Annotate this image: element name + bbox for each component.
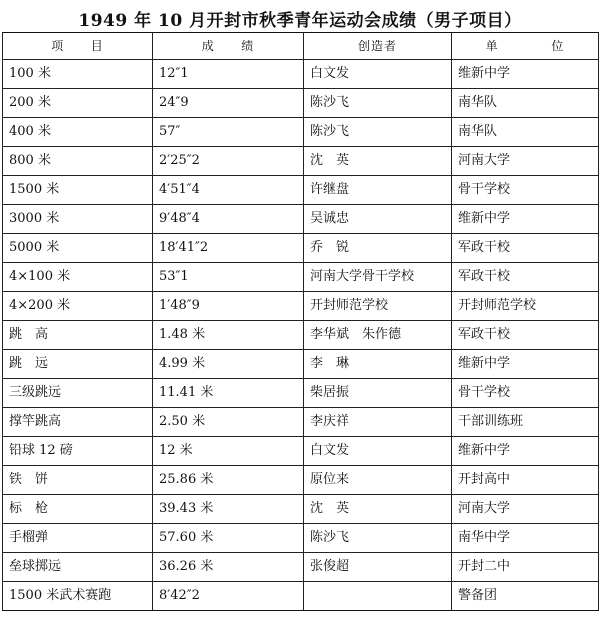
- cell-event: 4×100 米: [3, 263, 153, 292]
- table-row: [3, 118, 599, 147]
- cell-result: 36.26 米: [153, 553, 304, 582]
- table-row: [3, 582, 599, 611]
- cell-unit: 军政干校: [452, 321, 599, 350]
- cell-event: 垒球掷远: [3, 553, 153, 582]
- cell-result: 39.43 米: [153, 495, 304, 524]
- cell-event: 200 米: [3, 89, 153, 118]
- cell-creator: 李华斌 朱作德: [304, 321, 452, 350]
- cell-unit: 军政干校: [452, 234, 599, 263]
- table-row: [3, 147, 599, 176]
- cell-creator: 李庆祥: [304, 408, 452, 437]
- table-row: [3, 234, 599, 263]
- cell-unit: 开封师范学校: [452, 292, 599, 321]
- header-unit: 单 位: [452, 33, 599, 60]
- cell-creator: 开封师范学校: [304, 292, 452, 321]
- table-row: [3, 205, 599, 234]
- table-row: [3, 89, 599, 118]
- table-row: [3, 466, 599, 495]
- cell-result: 12″1: [153, 60, 304, 89]
- cell-creator: 柴居振: [304, 379, 452, 408]
- cell-event: 5000 米: [3, 234, 153, 263]
- cell-unit: 军政干校: [452, 263, 599, 292]
- cell-unit: 警备团: [452, 582, 599, 611]
- cell-result: 11.41 米: [153, 379, 304, 408]
- table-row: [3, 437, 599, 466]
- header-row: [3, 33, 599, 60]
- cell-result: 9′48″4: [153, 205, 304, 234]
- table-row: [3, 495, 599, 524]
- cell-result: 24″9: [153, 89, 304, 118]
- cell-result: 57″: [153, 118, 304, 147]
- header-creator: 创造者: [304, 33, 452, 60]
- cell-creator: 白文发: [304, 60, 452, 89]
- cell-creator: 陈沙飞: [304, 89, 452, 118]
- cell-event: 800 米: [3, 147, 153, 176]
- cell-creator: [304, 582, 452, 611]
- cell-unit: 维新中学: [452, 60, 599, 89]
- cell-unit: 骨干学校: [452, 379, 599, 408]
- cell-result: 2.50 米: [153, 408, 304, 437]
- cell-unit: 维新中学: [452, 205, 599, 234]
- cell-event: 400 米: [3, 118, 153, 147]
- cell-result: 1′48″9: [153, 292, 304, 321]
- cell-result: 53″1: [153, 263, 304, 292]
- cell-result: 25.86 米: [153, 466, 304, 495]
- cell-creator: 乔 锐: [304, 234, 452, 263]
- table-row: [3, 60, 599, 89]
- cell-unit: 河南大学: [452, 147, 599, 176]
- table-row: [3, 350, 599, 379]
- cell-creator: 陈沙飞: [304, 524, 452, 553]
- cell-unit: 南华队: [452, 89, 599, 118]
- header-result: 成 绩: [153, 33, 304, 60]
- document-title: 1949 年 10 月开封市秋季青年运动会成绩（男子项目）: [78, 11, 522, 31]
- cell-result: 18′41″2: [153, 234, 304, 263]
- cell-event: 铅球 12 磅: [3, 437, 153, 466]
- cell-creator: 原位来: [304, 466, 452, 495]
- cell-event: 跳 高: [3, 321, 153, 350]
- results-table: [2, 32, 599, 611]
- cell-event: 铁 饼: [3, 466, 153, 495]
- cell-event: 100 米: [3, 60, 153, 89]
- cell-result: 57.60 米: [153, 524, 304, 553]
- cell-result: 4′51″4: [153, 176, 304, 205]
- table-row: [3, 524, 599, 553]
- cell-event: 三级跳远: [3, 379, 153, 408]
- cell-event: 标 枪: [3, 495, 153, 524]
- cell-creator: 沈 英: [304, 147, 452, 176]
- cell-unit: 骨干学校: [452, 176, 599, 205]
- cell-event: 1500 米: [3, 176, 153, 205]
- cell-event: 3000 米: [3, 205, 153, 234]
- header-event: 项 目: [3, 33, 153, 60]
- table-row: [3, 408, 599, 437]
- table-row: [3, 379, 599, 408]
- cell-result: 4.99 米: [153, 350, 304, 379]
- cell-result: 2′25″2: [153, 147, 304, 176]
- cell-unit: 开封二中: [452, 553, 599, 582]
- cell-unit: 维新中学: [452, 350, 599, 379]
- table-row: [3, 176, 599, 205]
- cell-unit: 干部训练班: [452, 408, 599, 437]
- table-row: [3, 292, 599, 321]
- cell-creator: 吴诚忠: [304, 205, 452, 234]
- cell-unit: 南华中学: [452, 524, 599, 553]
- cell-creator: 张俊超: [304, 553, 452, 582]
- cell-event: 1500 米武术赛跑: [3, 582, 153, 611]
- cell-unit: 维新中学: [452, 437, 599, 466]
- cell-result: 8′42″2: [153, 582, 304, 611]
- table-row: [3, 263, 599, 292]
- cell-result: 1.48 米: [153, 321, 304, 350]
- cell-event: 手榴弹: [3, 524, 153, 553]
- cell-event: 跳 远: [3, 350, 153, 379]
- cell-creator: 许继盘: [304, 176, 452, 205]
- cell-event: 4×200 米: [3, 292, 153, 321]
- cell-creator: 河南大学骨干学校: [304, 263, 452, 292]
- cell-result: 12 米: [153, 437, 304, 466]
- cell-creator: 陈沙飞: [304, 118, 452, 147]
- cell-creator: 沈 英: [304, 495, 452, 524]
- table-row: [3, 553, 599, 582]
- table-row: [3, 321, 599, 350]
- cell-unit: 开封高中: [452, 466, 599, 495]
- cell-unit: 河南大学: [452, 495, 599, 524]
- cell-event: 撑竿跳高: [3, 408, 153, 437]
- cell-creator: 李 琳: [304, 350, 452, 379]
- cell-unit: 南华队: [452, 118, 599, 147]
- cell-creator: 白文发: [304, 437, 452, 466]
